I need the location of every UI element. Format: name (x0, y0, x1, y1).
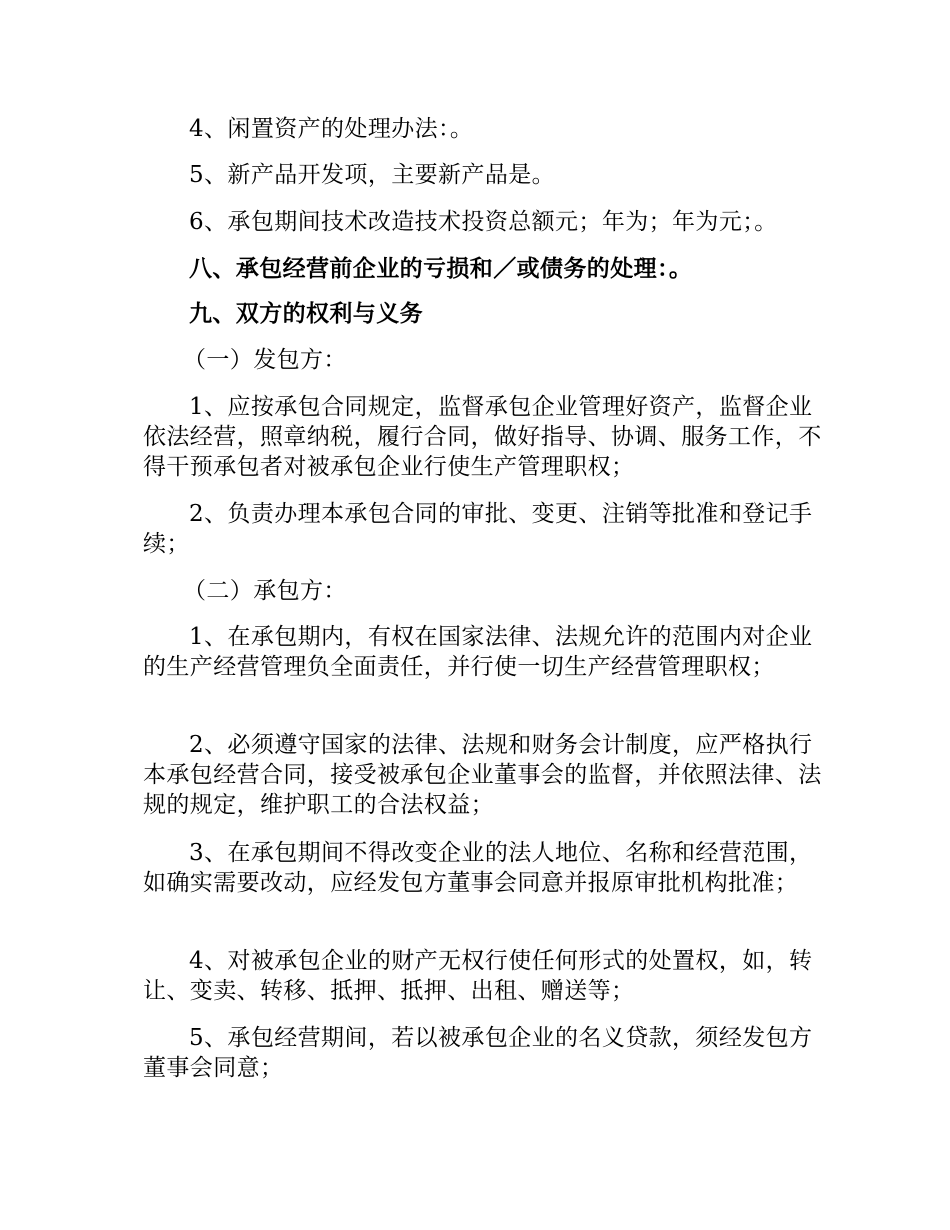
contractor-subheading: （二）承包方： (183, 578, 347, 604)
section-9-heading: 九、双方的权利与义务 (189, 300, 423, 327)
contractor-duty-1: 1、在承包期内，有权在国家法律、法规允许的范围内对企业的生产经营管理负全面责任，并行使一切生产经营管理职权； (143, 624, 813, 680)
employer-subheading: （一）发包方： (183, 347, 347, 373)
contractor-duty-2: 2、必须遵守国家的法律、法规和财务会计制度，应严格执行本承包经营合同，接受被承包企业董事会的监督，并依照法律、法规的规定，维护职工的合法权益； (143, 732, 822, 818)
new-product-clause: 5、新产品开发项，主要新产品是。 (189, 162, 556, 188)
contractor-duty-4: 4、对被承包企业的财产无权行使任何形式的处置权，如，转让、变卖、转移、抵押、抵押、出租、赠送等； (143, 948, 813, 1004)
contractor-duty-5: 5、承包经营期间，若以被承包企业的名义贷款，须经发包方董事会同意； (143, 1025, 813, 1081)
contractor-duty-3: 3、在承包期间不得改变企业的法人地位、名称和经营范围，如确实需要改动，应经发包方董事会同意并报原审批机构批准； (143, 840, 813, 896)
tech-investment-clause: 6、承包期间技术改造技术投资总额元；年为；年为元；。 (189, 209, 778, 235)
employer-duty-1: 1、应按承包合同规定，监督承包企业管理好资产，监督企业依法经营，照章纳税，履行合同，做好指导、协调、服务工作，不得干预承包者对被承包企业行使生产管理职权； (143, 394, 822, 480)
section-8-heading: 八、承包经营前企业的亏损和／或债务的处理：。 (189, 255, 693, 282)
employer-duty-2: 2、负责办理本承包合同的审批、变更、注销等批准和登记手续； (143, 501, 813, 557)
idle-assets-clause: 4、闲置资产的处理办法：。 (189, 116, 474, 142)
